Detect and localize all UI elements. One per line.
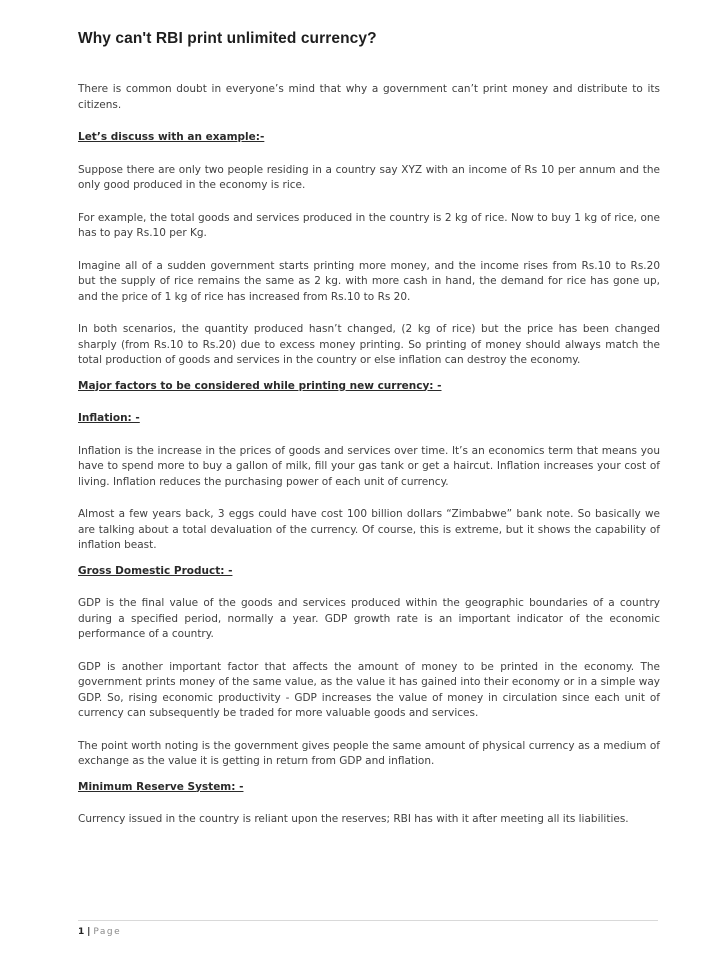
page-number: 1 (78, 927, 85, 937)
document-page (78, 30, 660, 845)
intro-paragraph: There is common doubt in everyone’s mind that why a government can’t print money and distribute to its citizens. (78, 83, 660, 111)
gdp-paragraph: GDP is another important factor that affects the amount of money to be printed in the economy. The government prints money of the same value, as the value it has gained into their economy or in a simple way GDP. So, rising economic productivity - GDP increases the value of money in circulation since each unit of currency can subsequently be traded for more valuable goods and services. (78, 660, 660, 719)
factors-heading: Major factors to be considered while printing new currency: - (78, 379, 442, 392)
gdp-heading: Gross Domestic Product: - (78, 564, 233, 577)
gdp-paragraph: GDP is the final value of the goods and services produced within the geographic boundaries of a country during a specified period, normally a year. GDP growth rate is an important indicator of the economic performance of a country. (78, 597, 660, 640)
gdp-paragraph: The point worth noting is the government gives people the same amount of physical currency as a medium of exchange as the value it is getting in return from GDP and inflation. (78, 739, 660, 767)
inflation-heading: Inflation: - (78, 412, 140, 424)
footer-separator: | (87, 927, 91, 937)
page-footer (78, 920, 658, 937)
document-title: Why can't RBI print unlimited currency? (78, 30, 377, 47)
reserve-paragraph: Currency issued in the country is reliant upon the reserves; RBI has with it after meeting all its liabilities. (78, 813, 629, 825)
example-paragraph: For example, the total goods and services produced in the country is 2 kg of rice. Now to buy 1 kg of rice, one has to pay Rs.10 per Kg. (78, 211, 660, 239)
example-heading: Let’s discuss with an example:- (78, 131, 265, 143)
example-paragraph: Suppose there are only two people residing in a country say XYZ with an income of Rs 10 per annum and the only good produced in the economy is rice. (78, 163, 660, 191)
reserve-heading: Minimum Reserve System: - (78, 780, 244, 793)
example-paragraph: Imagine all of a sudden government starts printing more money, and the income rises from Rs.10 to Rs.20 but the supply of rice remains the same as 2 kg. with more cash in hand, the demand for rice has gone up, and the price of 1 kg of rice has increased from Rs.10 to Rs 20. (78, 259, 660, 303)
inflation-paragraph: Inflation is the increase in the prices of goods and services over time. It’s an economics term that means you have to spend more to buy a gallon of milk, fill your gas tank or get a haircut. Inflation increases your cost of living. Inflation reduces the purchasing power of each unit of currency. (78, 444, 660, 488)
inflation-paragraph: Almost a few years back, 3 eggs could have cost 100 billion dollars “Zimbabwe” bank note. So basically we are talking about a total devaluation of the currency. Of course, this is extreme, but it shows the capability of inflation beast. (78, 508, 660, 551)
example-paragraph: In both scenarios, the quantity produced hasn’t changed, (2 kg of rice) but the price has been changed sharply (from Rs.10 to Rs.20) due to excess money printing. So printing of money should always match the total production of goods and services in the country or else inflation can destroy the economy. (78, 323, 660, 366)
page-label: Page (93, 927, 122, 937)
